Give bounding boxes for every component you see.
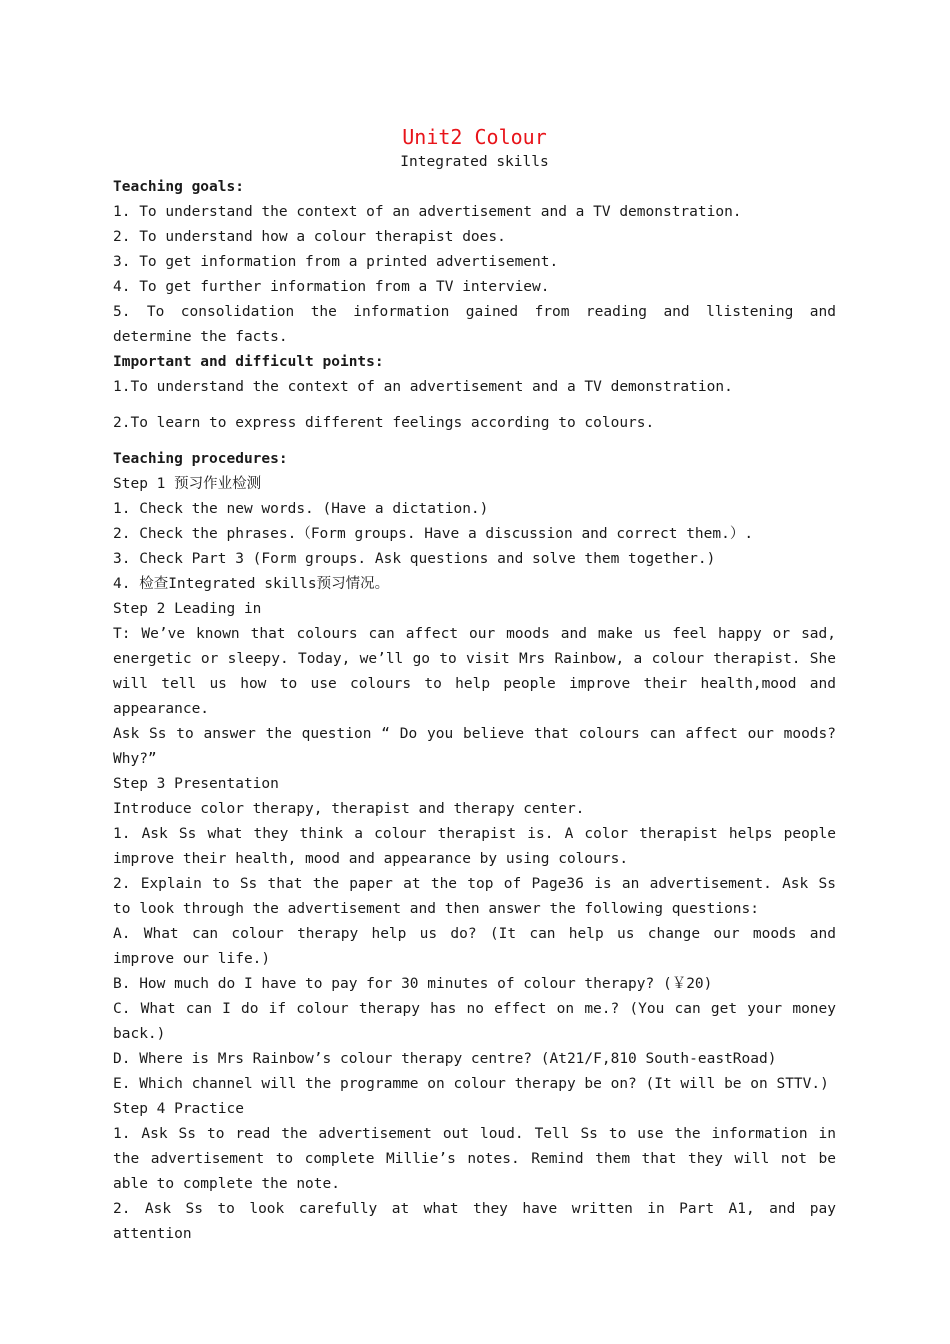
procedures-heading: Teaching procedures: (113, 451, 288, 467)
point-item: 2.To learn to express different feelings according to colours. (113, 415, 655, 431)
step3-question: B. How much do I have to pay for 30 minutes of colour therapy? (￥20) (113, 976, 713, 992)
points-heading: Important and difficult points: (113, 354, 384, 370)
step4-paragraph: 2. Ask Ss to look carefully at what they have written in Part A1, and pay attention (113, 1201, 836, 1242)
step2-paragraph: Ask Ss to answer the question “ Do you believe that colours can affect our moods? Why?” (113, 726, 836, 767)
step2-title: Step 2 Leading in (113, 601, 262, 617)
goal-item: 5. To consolidation the information gained from reading and llistening and determine the facts. (113, 304, 836, 345)
step1-item: 1. Check the new words. (Have a dictation.) (113, 501, 489, 517)
step1-title: Step 1 预习作业检测 (113, 476, 262, 492)
step4-paragraph: 1. Ask Ss to read the advertisement out loud. Tell Ss to use the information in the advertisement to complete Millie’s notes. Remind them that they will not be able to complete the note. (113, 1126, 836, 1192)
step3-title: Step 3 Presentation (113, 776, 279, 792)
goal-item: 1. To understand the context of an advertisement and a TV demonstration. (113, 204, 742, 220)
goals-heading: Teaching goals: (113, 179, 244, 195)
goal-item: 2. To understand how a colour therapist does. (113, 229, 506, 245)
step3-paragraph: Introduce color therapy, therapist and therapy center. (113, 801, 585, 817)
step1-item: 4. 检查Integrated skills预习情况。 (113, 576, 390, 592)
step1-item: 3. Check Part 3 (Form groups. Ask questions and solve them together.) (113, 551, 716, 567)
step3-paragraph: 1. Ask Ss what they think a colour therapist is. A color therapist helps people improve their health, mood and appearance by using colours. (113, 826, 836, 867)
step3-question: A. What can colour therapy help us do? (It can help us change our moods and improve our life.) (113, 926, 836, 967)
step3-question: D. Where is Mrs Rainbow’s colour therapy centre? (At21/F,810 South-eastRoad) (113, 1051, 777, 1067)
document-page (113, 122, 836, 1247)
step1-item: 2. Check the phrases.（Form groups. Have a discussion and correct them.）. (113, 526, 754, 542)
document-title: Unit2 Colour (402, 125, 547, 149)
point-item: 1.To understand the context of an advertisement and a TV demonstration. (113, 379, 733, 395)
document-subtitle: Integrated skills (400, 154, 549, 170)
step3-paragraph: 2. Explain to Ss that the paper at the top of Page36 is an advertisement. Ask Ss to look through the advertisement and then answer the following questions: (113, 876, 836, 917)
step4-title: Step 4 Practice (113, 1101, 244, 1117)
step2-paragraph: T: We’ve known that colours can affect our moods and make us feel happy or sad, energetic or sleepy. Today, we’ll go to visit Mrs Rainbow, a colour therapist. She will tell us how to use colours to help people improve their health,mood and appearance. (113, 626, 836, 717)
goal-item: 3. To get information from a printed advertisement. (113, 254, 559, 270)
goal-item: 4. To get further information from a TV interview. (113, 279, 550, 295)
step3-question: C. What can I do if colour therapy has no effect on me.? (You can get your money back.) (113, 1001, 836, 1042)
step3-question: E. Which channel will the programme on colour therapy be on? (It will be on STTV.) (113, 1076, 829, 1092)
